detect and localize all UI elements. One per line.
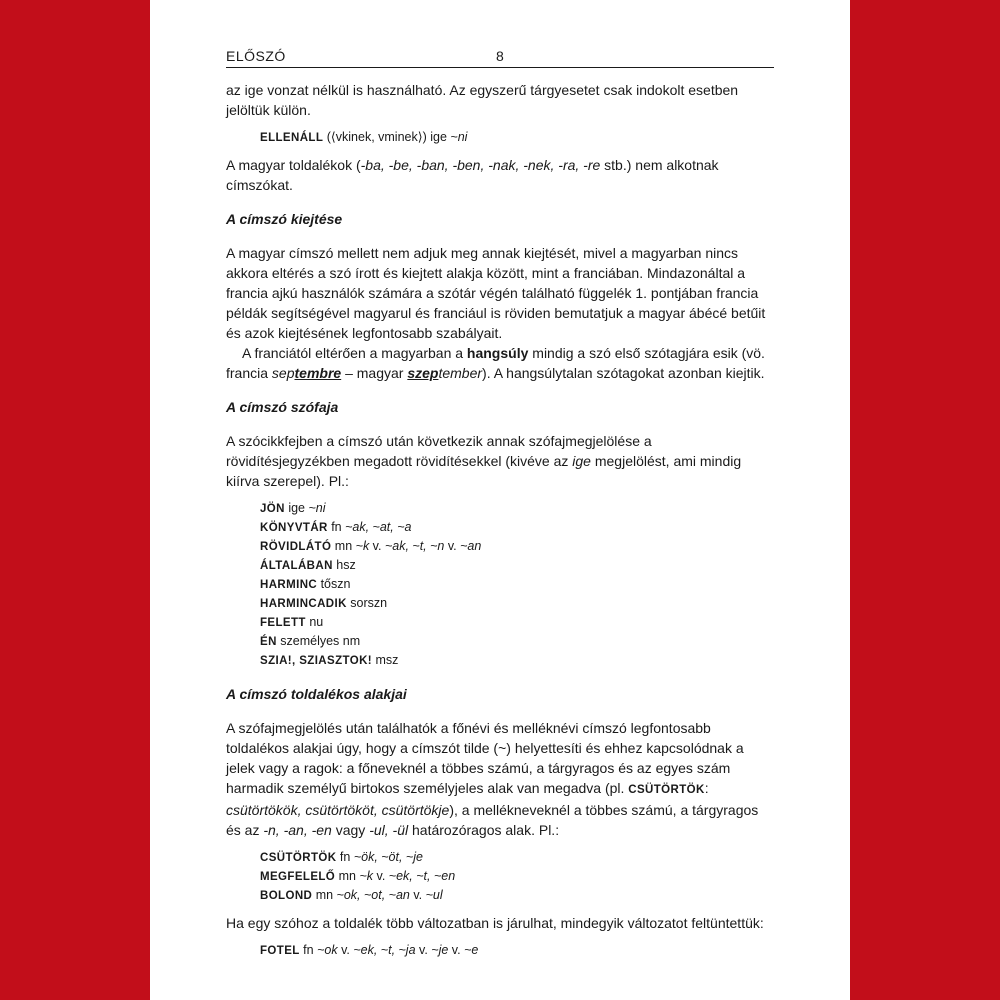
headword: RÖVIDLÁTÓ [260, 541, 332, 553]
headword: FOTEL [260, 945, 300, 957]
headword: SZIA!, SZIASZTOK! [260, 655, 373, 667]
headword: HARMINCADIK [260, 598, 347, 610]
headword: ÁLTALÁBAN [260, 560, 333, 572]
left-red-band [0, 0, 150, 1000]
headword: KÖNYVTÁR [260, 522, 328, 534]
example-entry: HARMINC tőszn [260, 577, 351, 591]
headword: ELLENÁLL [260, 132, 324, 144]
example-entry: ÉN személyes nm [260, 634, 361, 648]
example-entry: RÖVIDLÁTÓ mn ~k v. ~ak, ~t, ~n v. ~an [260, 539, 482, 553]
example-entry: ELLENÁLL (⟨vkinek, vminek⟩) ige ~ni [260, 130, 468, 144]
page-body [226, 80, 774, 960]
right-red-band [850, 0, 1000, 1000]
headword: CSÜTÖRTÖK [260, 852, 337, 864]
section-heading: A címszó toldalékos alakjai [226, 686, 407, 702]
example-entry: FOTEL fn ~ok v. ~ek, ~t, ~ja v. ~je v. ~e [260, 943, 479, 957]
headword: MEGFELELŐ [260, 871, 336, 883]
example-entry: HARMINCADIK sorszn [260, 596, 388, 610]
paragraph: az ige vonzat nélkül is használható. Az egyszerű tárgyesetet csak indokolt esetben jelöltük külön. [226, 82, 739, 118]
example-entry: ÁLTALÁBAN hsz [260, 558, 356, 572]
example-entry: SZIA!, SZIASZTOK! msz [260, 653, 399, 667]
section-heading: A címszó kiejtése [226, 211, 343, 227]
example-list [226, 848, 774, 905]
headword: FELETT [260, 617, 306, 629]
example-entry: BOLOND mn ~ok, ~ot, ~an v. ~ul [260, 888, 443, 902]
example-entry: JÖN ige ~ni [260, 501, 326, 515]
headword: JÖN [260, 503, 285, 515]
running-header [226, 48, 774, 66]
section-heading: A címszó szófaja [226, 399, 339, 415]
example-entry: CSÜTÖRTÖK fn ~ök, ~öt, ~je [260, 850, 423, 864]
example-entry: MEGFELELŐ mn ~k v. ~ek, ~t, ~en [260, 869, 456, 883]
example-entry: FELETT nu [260, 615, 324, 629]
paragraph: A magyar címszó mellett nem adjuk meg annak kiejtését, mivel a magyarban nincs akkora eltérés a szó írott és kiejtett alakja között, mint a franciában. Mindazonáltal a francia ajkú használók számára a szótár végén található függelék 1. pontjában francia példák segítségével magyarul és franciául is röviden bemutatjuk a magyar ábécé betűit és azok kiejtésének legfontosabb szabályait. [226, 245, 766, 341]
book-page [150, 0, 850, 1000]
paragraph: A szócikkfejben a címszó után következik annak szófajmegjelölése a rövidítésjegyzékben megadott rövidítésekkel (kivéve az ige megjelölést, ami mindig kiírva szerepel). Pl.: [226, 433, 742, 489]
headword: ÉN [260, 636, 277, 648]
paragraph: Ha egy szóhoz a toldalék több változatban is járulhat, mindegyik változatot feltüntettük: [226, 915, 764, 931]
example-list [226, 499, 774, 670]
page-number: 8 [496, 48, 505, 64]
paragraph: A franciától eltérően a magyarban a hangsúly mindig a szó első szótagjára esik (vö. francia septembre – magyar szeptember). A hangsúlytalan szótagokat azonban kiejtik. [226, 345, 765, 381]
headword: HARMINC [260, 579, 318, 591]
paragraph: A magyar toldalékok (-ba, -be, -ban, -ben, -nak, -nek, -ra, -re stb.) nem alkotnak címszókat. [226, 157, 719, 193]
paragraph: A szófajmegjelölés után találhatók a főnévi és melléknévi címszó legfontosabb toldalékos alakjai úgy, hogy a címszót tilde (~) helyettesíti és ehhez kapcsolódnak a jelek vagy a ragok: a főneveknél a többes számú, a tárgyragos és az egyes szám harmadik személyű birtokos személyjeles alak van megadva (pl. CSÜTÖRTÖK: csütörtökök, csütörtököt, csütörtökje), a mellékneveknél a többes számú, a tárgyragos és az -n, -an, -en vagy -ul, -ül határozóragos alak. Pl.: [226, 720, 759, 838]
headword: BOLOND [260, 890, 313, 902]
section-title: ELŐSZÓ [226, 48, 286, 64]
header-rule [226, 67, 774, 68]
example-entry: KÖNYVTÁR fn ~ak, ~at, ~a [260, 520, 412, 534]
